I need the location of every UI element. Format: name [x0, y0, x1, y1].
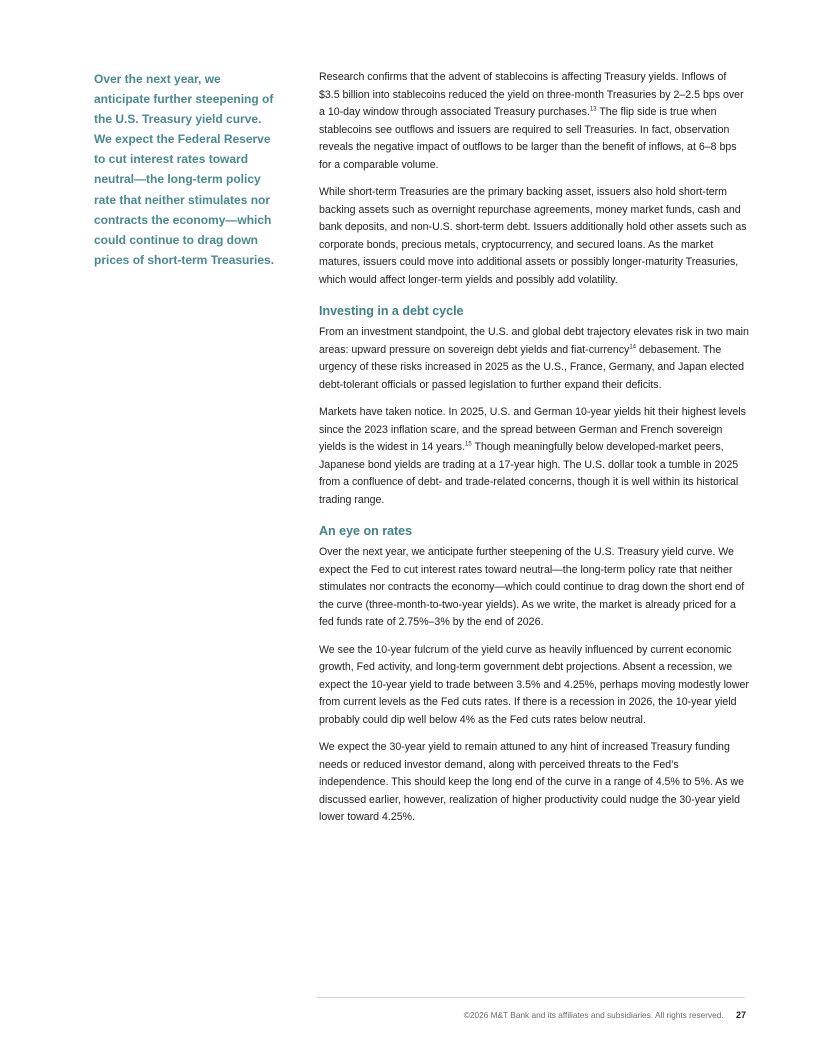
rates-paragraph-2: We see the 10-year fulcrum of the yield curve as heavily influenced by current economic growth, Fed activity, and long-term government debt projections. Absent a recession, we expect the 10-year yield to trade between 3.5% and 4.25%, perhaps moving modestly lower from current levels as the Fed cuts rates. If there is a recession in 2026, the 10-year yield probably could dip well below 4% as the Fed cuts rates below neutral. — [319, 643, 749, 726]
footnote-ref-13[interactable]: 13 — [589, 106, 597, 113]
footnote-ref-15[interactable]: 15 — [465, 441, 472, 448]
section-heading-rates: An eye on rates — [319, 524, 413, 538]
footer-divider — [317, 997, 745, 998]
page-number: 27 — [735, 1010, 746, 1020]
section-heading-debt-cycle: Investing in a debt cycle — [319, 304, 464, 318]
debt-cycle-paragraph-1: From an investment standpoint, the U.S. and global debt trajectory elevates risk in two main areas: upward pressure on sovereign debt yields and fiat-currency$^{14}$ debasement. The urgency of these risks increased in 2025 as the U.S., France, Germany, and Japan elected debt-tolerant officials or passed legislation to further expand their deficits. — [319, 326, 749, 391]
article-body — [319, 69, 749, 837]
footnote-ref-14[interactable]: 14 — [629, 343, 637, 350]
footer — [464, 1010, 746, 1020]
rates-paragraph-1: Over the next year, we anticipate further steepening of the U.S. Treasury yield curve. We expect the Fed to cut interest rates toward neutral—the long-term policy rate that neither stimulates nor contracts the economy—which could continue to drag down the short end of the curve (three-month-to-two-year yields). As we write, the market is already priced for a fed funds rate of 2.75%–3% by the end of 2026. — [319, 546, 745, 628]
rates-paragraph-3: We expect the 30-year yield to remain attuned to any hint of increased Treasury funding needs or reduced investor demand, along with perceived threats to the Fed’s independence. This should keep the long end of the curve in a range of 4.5% to 5%. As we discussed earlier, however, realization of higher productivity could nudge the 30-year yield lower toward 4.25%. — [319, 741, 745, 823]
copyright-notice: ©2026 M&T Bank and its affiliates and subsidiaries. All rights reserved. — [463, 1010, 724, 1020]
pull-quote — [94, 69, 278, 270]
debt-cycle-paragraph-2: Markets have taken notice. In 2025, U.S. and German 10-year yields hit their highest levels since the 2023 inflation scare, and the spread between German and French sovereign yields is the widest in 14 years.$^{15}$ Though meaningfully below developed-market peers, Japanese bond yields are trading at a 17-year high. The U.S. dollar took a tumble in 2025 from a confluence of debt- and trade-related concerns, though it is well within its historical trading range. — [319, 406, 746, 506]
pull-quote-text: Over the next year, we anticipate further steepening of the U.S. Treasury yield curve. We expect the Federal Reserve to cut interest rates toward neutral—the long-term policy rate that neither stimulates nor contracts the economy—which could continue to drag down prices of short-term Treasuries. — [94, 72, 275, 267]
stablecoin-paragraph-2: While short-term Treasuries are the primary backing asset, issuers also hold short-term backing assets such as overnight repurchase agreements, money market funds, cash and bank deposits, and non-U.S. short-term debt. Issuers additionally hold other assets such as corporate bonds, precious metals, cryptocurrency, and secured loans. As the market matures, issuers could move into additional assets or possibly longer-maturity Treasuries, which would affect longer-term yields and possibly add volatility. — [319, 186, 747, 286]
stablecoin-paragraph-1: Research confirms that the advent of stablecoins is affecting Treasury yields. Inflows of $3.5 billion into stablecoins reduced the yield on three-month Treasuries by 2–2.5 bps over a 10-day window through associated Treasury purchases.$^{13}$ The flip side is true when stablecoins see outflows and issuers are required to sell Treasuries. In fact, observation reveals the negative impact of outflows to be larger than the benefit of inflows, at 6–8 bps for a comparable volume. — [319, 71, 744, 171]
